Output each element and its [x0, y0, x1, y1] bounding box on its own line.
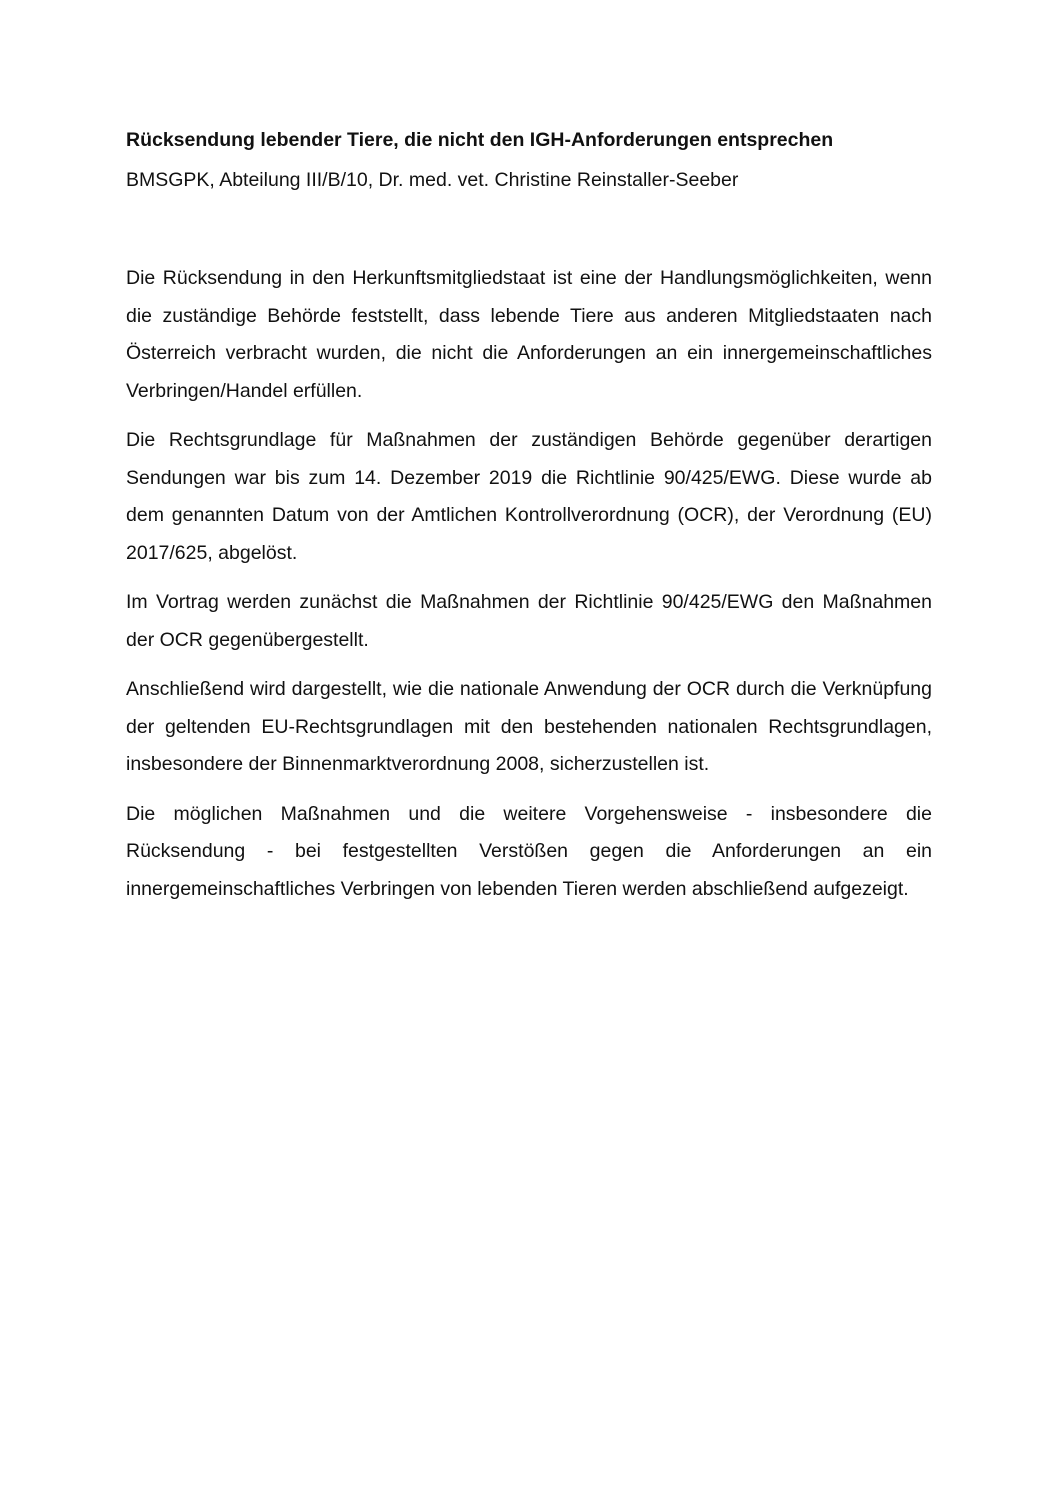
document-content [126, 122, 932, 920]
document-body [126, 260, 932, 908]
paragraph: Anschließend wird dargestellt, wie die nationale Anwendung der OCR durch die Verknüpfung der geltenden EU-Rechtsgrundlagen mit den bestehenden nationalen Rechtsgrundlagen, insbesondere der Binnenmarktverordnung 2008, sicherzustellen ist. [126, 678, 932, 775]
document-author: BMSGPK, Abteilung III/B/10, Dr. med. vet. Christine Reinstaller-Seeber [126, 169, 739, 191]
paragraph: Die Rücksendung in den Herkunftsmitgliedstaat ist eine der Handlungsmöglichkeiten, wenn die zuständige Behörde feststellt, dass lebende Tiere aus anderen Mitgliedstaaten nach Österreich verbracht wurden, die nicht die Anforderungen an ein innergemeinschaftliches Verbringen/Handel erfüllen. [126, 267, 932, 402]
paragraph: Die möglichen Maßnahmen und die weitere Vorgehensweise - insbesondere die Rücksendung - bei festgestellten Verstößen gegen die Anforderungen an ein innergemeinschaftliches Verbringen von lebenden Tieren werden abschließend aufgezeigt. [126, 802, 932, 900]
paragraph: Im Vortrag werden zunächst die Maßnahmen der Richtlinie 90/425/EWG den Maßnahmen der OCR gegenübergestellt. [126, 591, 932, 651]
paragraph: Die Rechtsgrundlage für Maßnahmen der zuständigen Behörde gegenüber derartigen Sendungen war bis zum 14. Dezember 2019 die Richtlinie 90/425/EWG. Diese wurde ab dem genannten Datum von der Amtlichen Kontrollverordnung (OCR), der Verordnung (EU) 2017/625, abgelöst. [126, 429, 932, 564]
document-title: Rücksendung lebender Tiere, die nicht den IGH-Anforderungen entsprechen [126, 129, 834, 151]
